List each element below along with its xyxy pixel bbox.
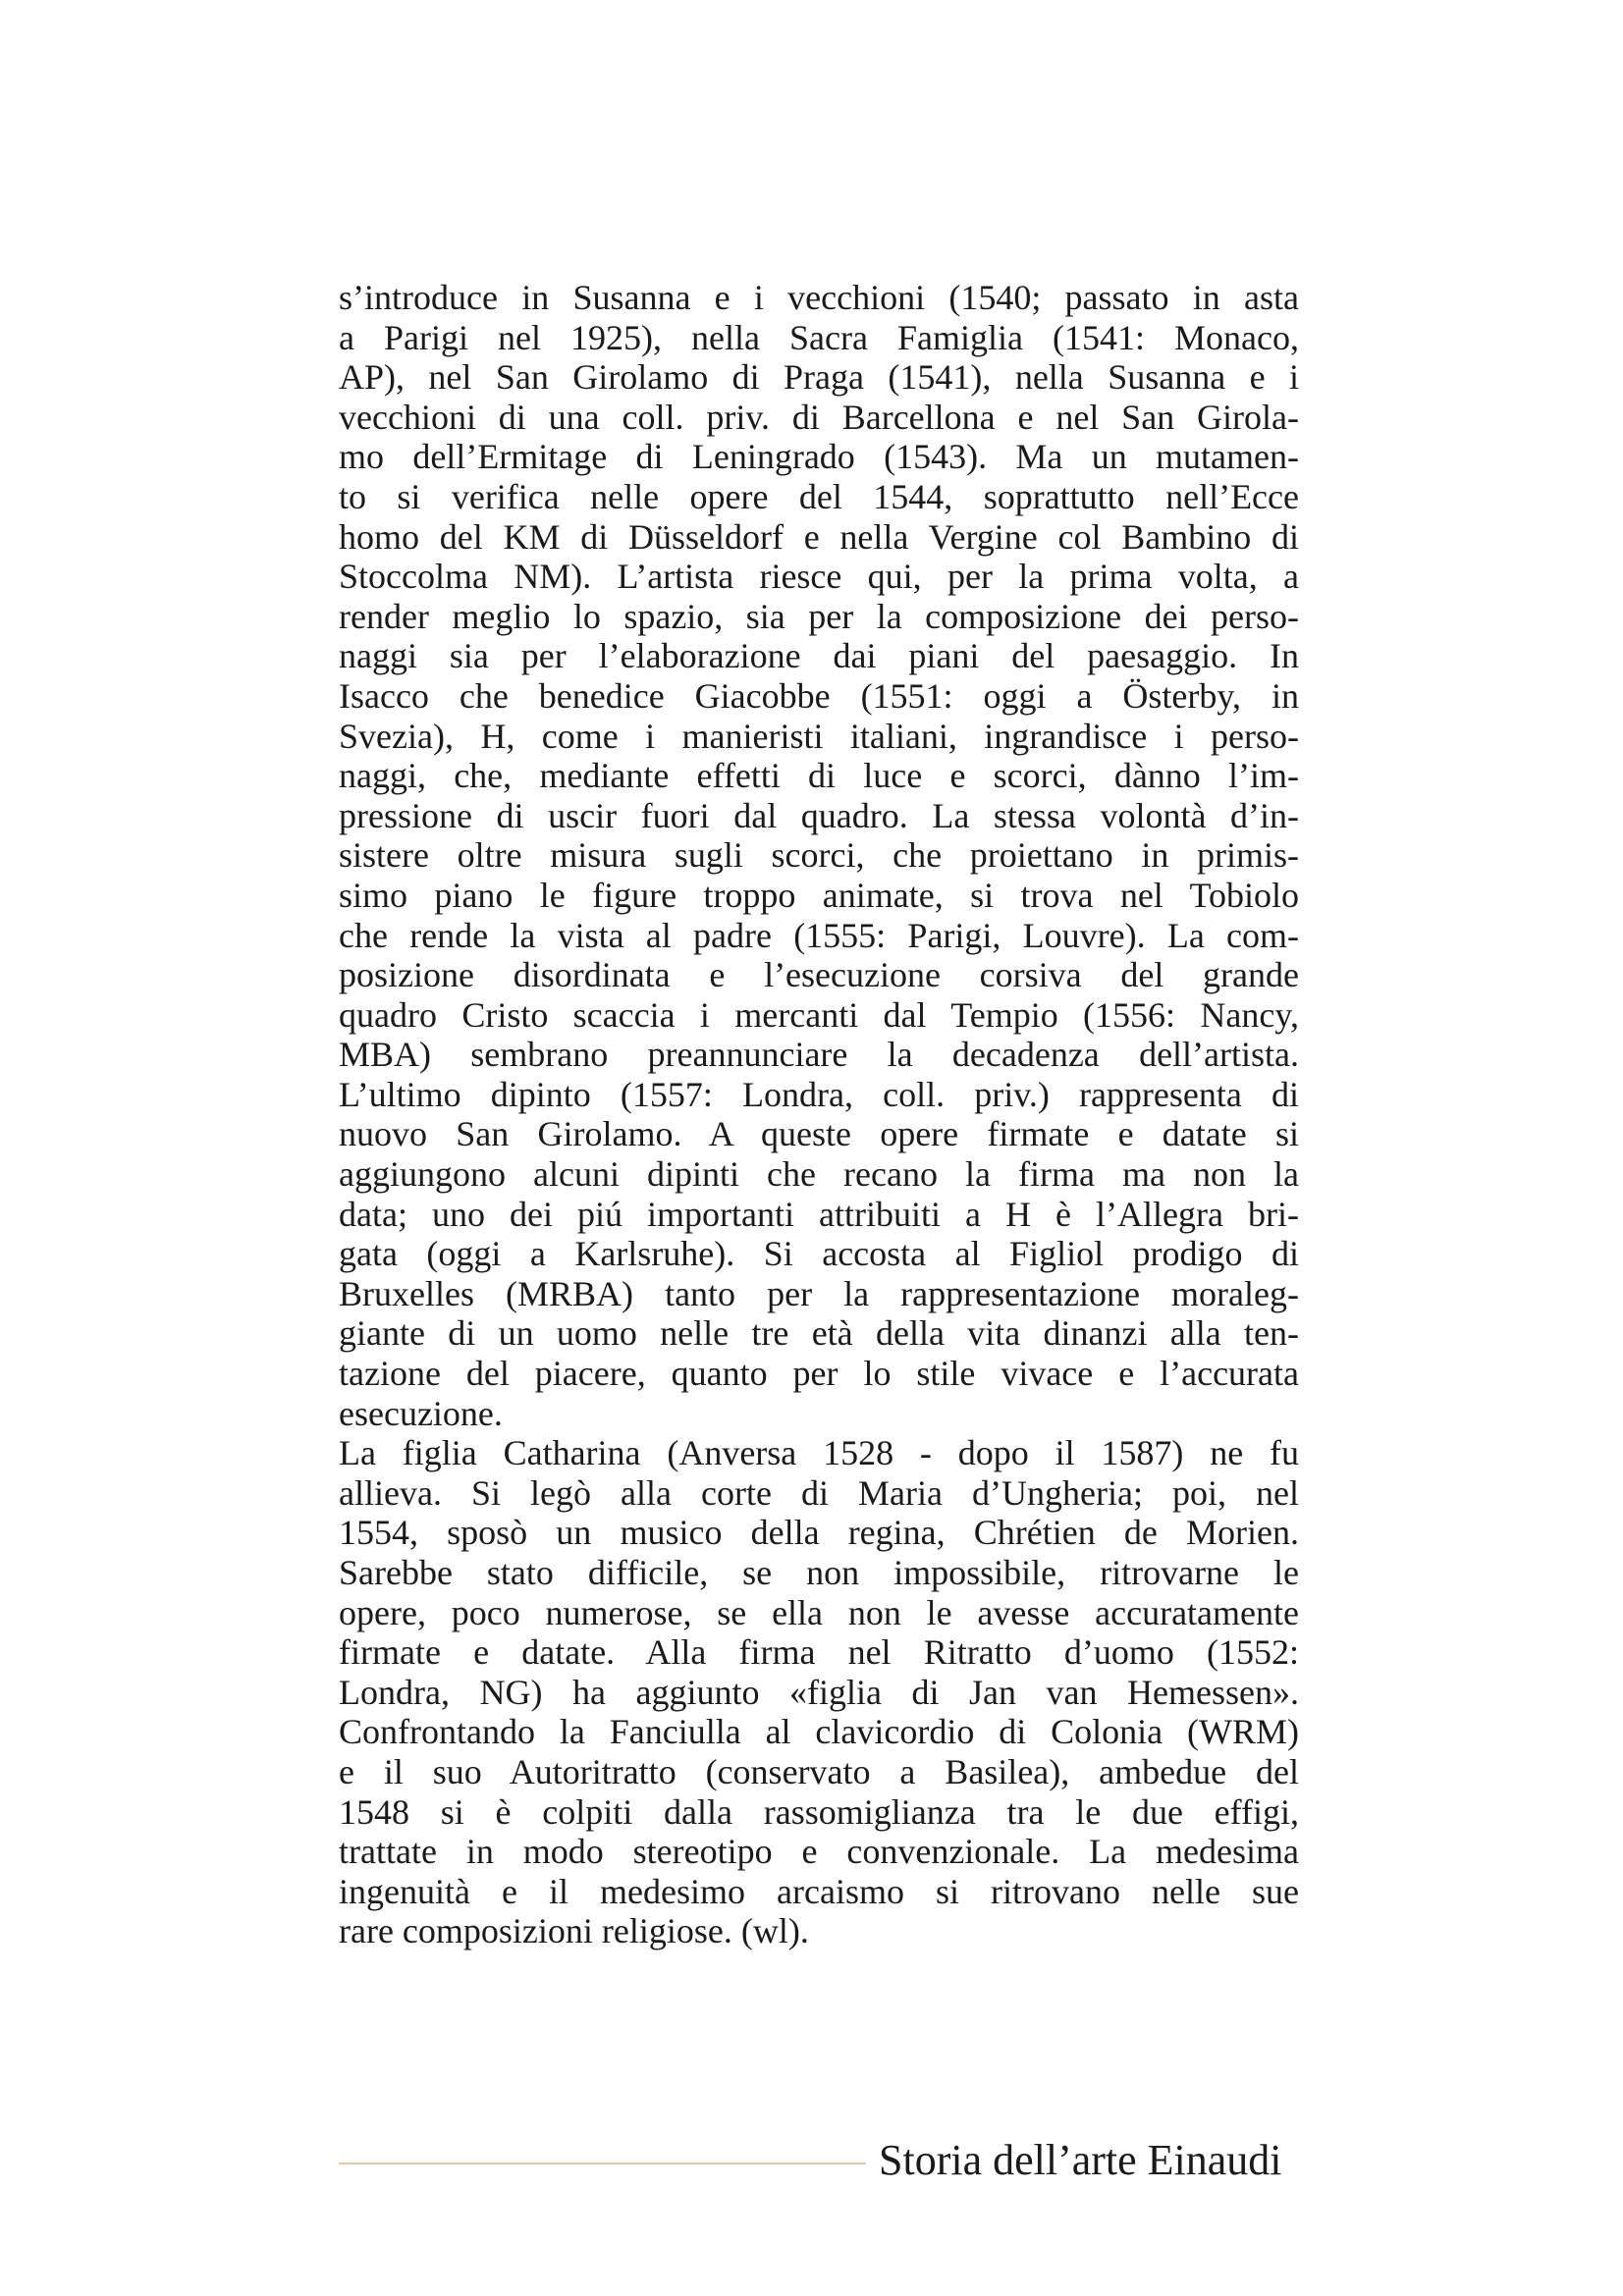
text-line: render meglio lo spazio, sia per la composizione dei perso- [339, 596, 1299, 636]
text-line: rare composizioni religiose. (wl). [339, 1911, 809, 1951]
text-line: naggi sia per l’elaborazione dai piani del paesaggio. In [339, 636, 1299, 676]
text-line: simo piano le figure troppo animate, si trova nel Tobiolo [339, 875, 1299, 915]
text-line: naggi, che, mediante effetti di luce e scorci, dànno l’im- [339, 756, 1299, 796]
text-line: Isacco che benedice Giacobbe (1551: oggi a Österby, in [339, 675, 1299, 716]
text-line: data; uno dei piú importanti attribuiti a H è l’Allegra bri- [339, 1194, 1299, 1234]
text-line: Confrontando la Fanciulla al clavicordio di Colonia (WRM) [339, 1712, 1299, 1752]
text-line: vecchioni di una coll. priv. di Barcellona e nel San Girola- [339, 397, 1299, 437]
text-line: quadro Cristo scaccia i mercanti dal Tempio (1556: Nancy, [339, 994, 1299, 1035]
text-line: L’ultimo dipinto (1557: Londra, coll. priv.) rappresenta di [339, 1074, 1299, 1114]
text-line: MBA) sembrano preannunciare la decadenza dell’artista. [339, 1035, 1299, 1075]
text-line: 1554, sposò un musico della regina, Chrétien de Morien. [339, 1513, 1299, 1553]
text-line: giante di un uomo nelle tre età della vita dinanzi alla ten- [339, 1313, 1299, 1354]
text-line: e il suo Autoritratto (conservato a Basilea), ambedue del [339, 1751, 1299, 1791]
text-line: a Parigi nel 1925), nella Sacra Famiglia (1541: Monaco, [339, 317, 1299, 357]
article-body [339, 278, 1299, 1951]
text-line: gata (oggi a Karlsruhe). Si accosta al Figliol prodigo di [339, 1234, 1299, 1274]
text-line: posizione disordinata e l’esecuzione corsiva del grande [339, 955, 1299, 995]
text-line: sistere oltre misura sugli scorci, che proiettano in primis- [339, 835, 1299, 876]
text-line: esecuzione. [339, 1393, 503, 1433]
text-line: firmate e datate. Alla firma nel Ritratto d’uomo (1552: [339, 1632, 1299, 1673]
text-line: allieva. Si legò alla corte di Maria d’Ungheria; poi, nel [339, 1472, 1299, 1513]
text-line: pressione di uscir fuori dal quadro. La stessa volontà d’in- [339, 795, 1299, 835]
text-line: nuovo San Girolamo. A queste opere firmate e datate si [339, 1114, 1299, 1154]
text-line: Svezia), H, come i manieristi italiani, ingrandisce i perso- [339, 716, 1299, 756]
text-line: opere, poco numerose, se ella non le avesse accuratamente [339, 1592, 1299, 1632]
text-line: AP), nel San Girolamo di Praga (1541), nella Susanna e i [339, 357, 1299, 398]
footer-title: Storia dell’arte Einaudi [879, 2136, 1282, 2184]
text-line: trattate in modo stereotipo e convenzionale. La medesima [339, 1832, 1299, 1872]
text-line: Londra, NG) ha aggiunto «figlia di Jan van Hemessen». [339, 1672, 1299, 1712]
text-line: che rende la vista al padre (1555: Parigi, Louvre). La com- [339, 915, 1299, 955]
text-line: aggiungono alcuni dipinti che recano la firma ma non la [339, 1154, 1299, 1195]
text-line: mo dell’Ermitage di Leningrado (1543). Ma un mutamen- [339, 437, 1299, 477]
text-line: Stoccolma NM). L’artista riesce qui, per la prima volta, a [339, 557, 1299, 597]
text-line: homo del KM di Düsseldorf e nella Vergine col Bambino di [339, 516, 1299, 557]
footer-rule [339, 2163, 866, 2164]
text-line: tazione del piacere, quanto per lo stile vivace e l’accurata [339, 1354, 1299, 1394]
text-line: 1548 si è colpiti dalla rassomiglianza tra le due effigi, [339, 1791, 1299, 1832]
text-line: s’introduce in Susanna e i vecchioni (1540; passato in asta [339, 278, 1299, 317]
text-line: to si verifica nelle opere del 1544, soprattutto nell’Ecce [339, 476, 1299, 516]
text-line: Bruxelles (MRBA) tanto per la rappresentazione moraleg- [339, 1273, 1299, 1313]
text-line: La figlia Catharina (Anversa 1528 - dopo il 1587) ne fu [339, 1433, 1299, 1473]
text-line: ingenuità e il medesimo arcaismo si ritrovano nelle sue [339, 1871, 1299, 1911]
text-line: Sarebbe stato difficile, se non impossibile, ritrovarne le [339, 1553, 1299, 1592]
